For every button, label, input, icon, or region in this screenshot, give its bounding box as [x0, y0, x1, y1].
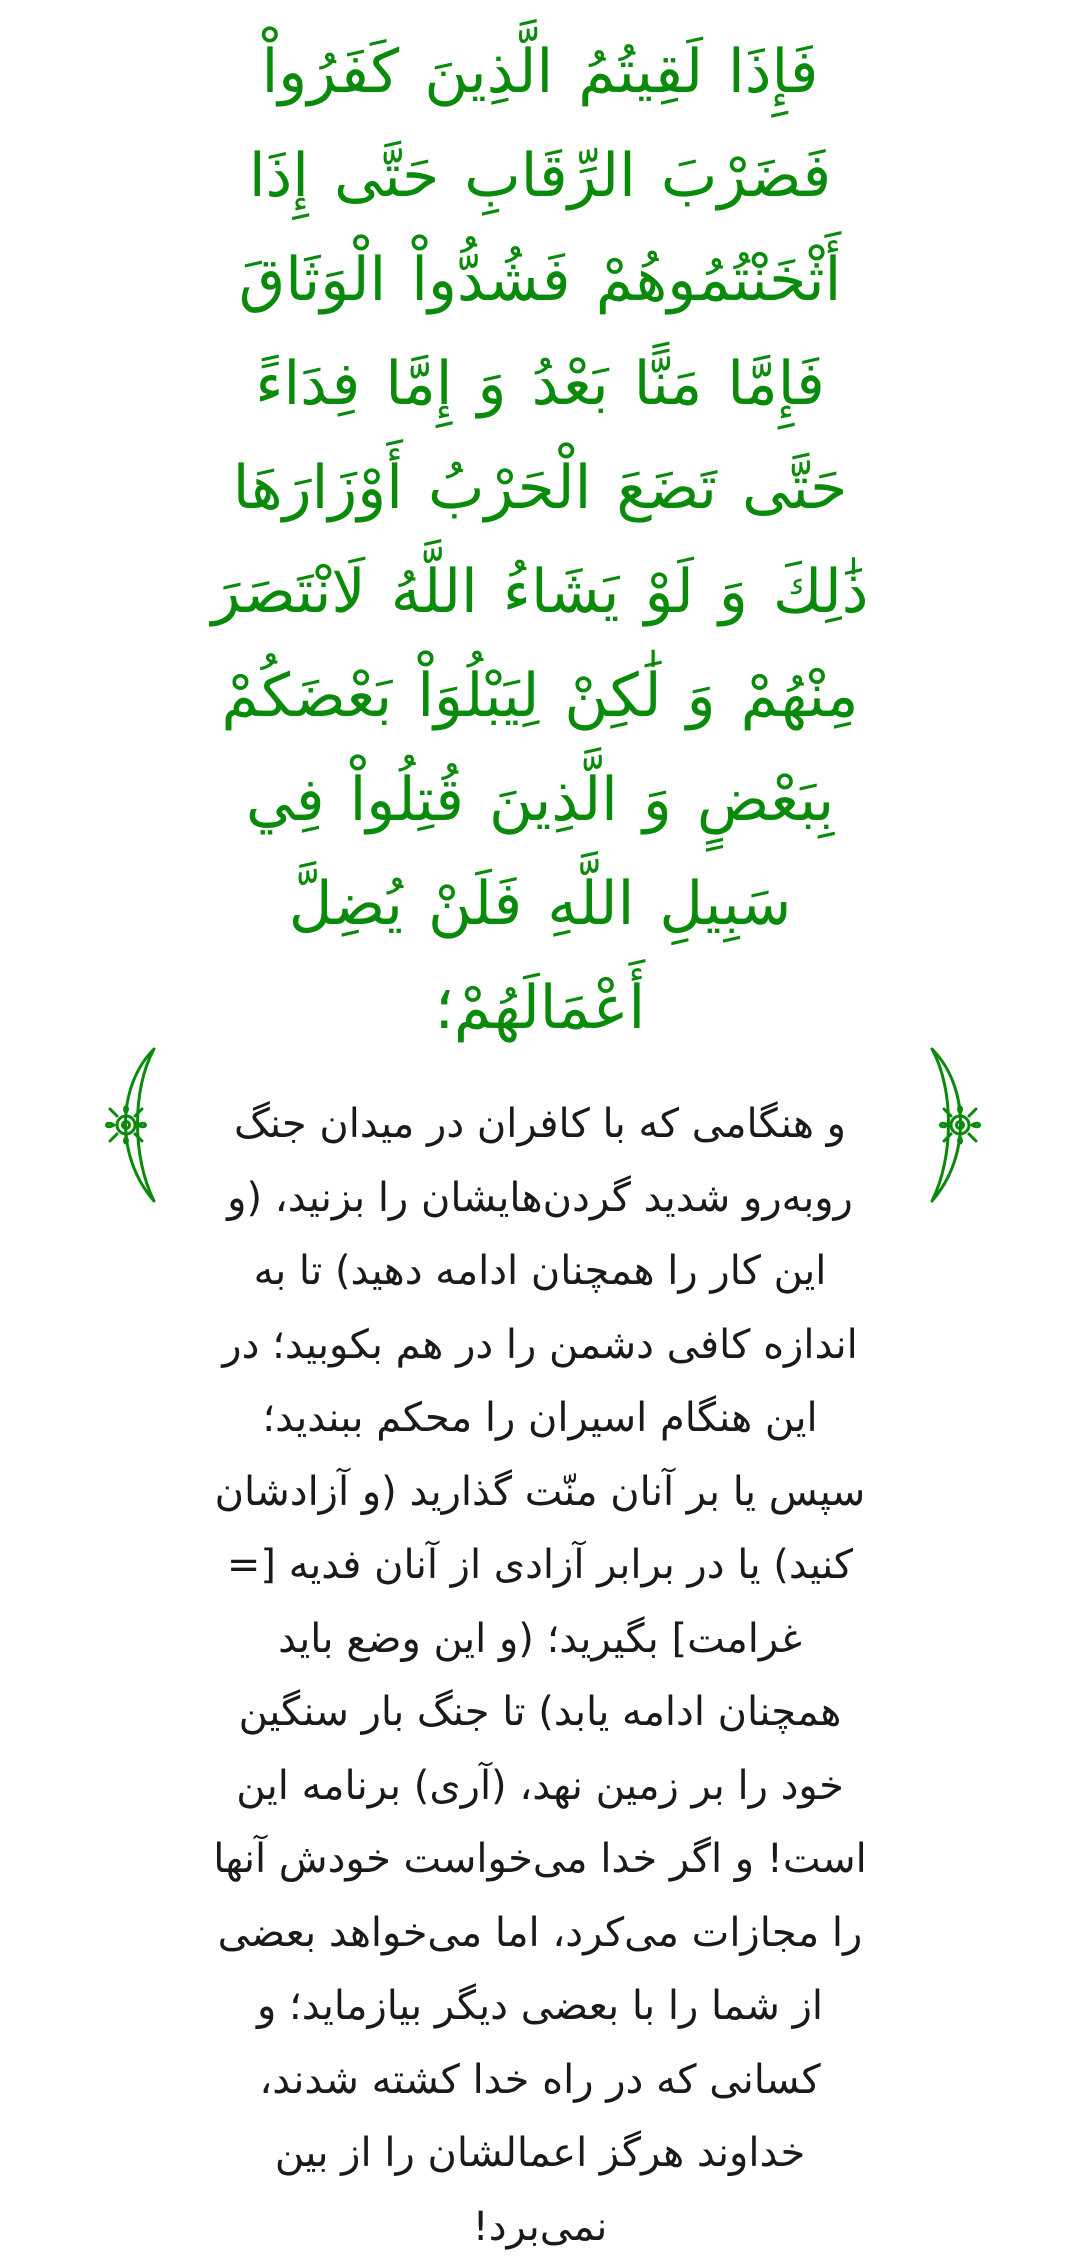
quran-verse-text: فَإِذَا لَقِيتُمُ الَّذِينَ كَفَرُواْ فَضَرْبَ الرِّقَابِ حَتَّى إِذَا أَثْخَنْتُمُوهُمْ فَشُدُّواْ الْوَثَاقَ فَإِمَّا مَنًّا بَعْدُ وَ إِمَّا فِدَاءً حَتَّى تَضَعَ الْحَرْبُ أَوْزَارَهَا ذَٰلِكَ وَ لَوْ يَشَاءُ اللَّهُ لَانْتَصَرَ مِنْهُمْ وَ لَٰكِنْ لِيَبْلُوَاْ بَعْضَكُمْ بِبَعْضٍ وَ الَّذِينَ قُتِلُواْ فِي سَبِيلِ اللَّهِ فَلَنْ يُضِلَّ أَعْمَالَهُمْ؛: [211, 37, 869, 1043]
right-ornament-icon: [918, 1045, 998, 1205]
content-column: [210, 20, 870, 2264]
persian-translation-text: و هنگامی که با کافران در میدان جنگ روبه‌رو شدید گردن‌هایشان را بزنید، (و این کار را همچنان ادامه دهید) تا به اندازه کافی دشمن را در هم بکوبید؛ در این هنگام اسیران را محکم ببندید؛ سپس یا بر آنان منّت گذارید (و آزادشان کنید) یا در برابر آزادی از آنان فدیه [= غرامت] بگیرید؛ (و این وضع باید همچنان ادامه یابد) تا جنگ بار سنگین خود را بر زمین نهد، (آری) برنامه این است! و اگر خدا می‌خواست خودش آنها را مجازات می‌کرد، اما می‌خواهد بعضی از شما را با بعضی دیگر بیازماید؛ و کسانی که در راه خدا کشته شدند، خداوند هرگز اعمالشان را از بین نمی‌برد!: [213, 1101, 867, 2250]
left-ornament-icon: [88, 1045, 168, 1205]
